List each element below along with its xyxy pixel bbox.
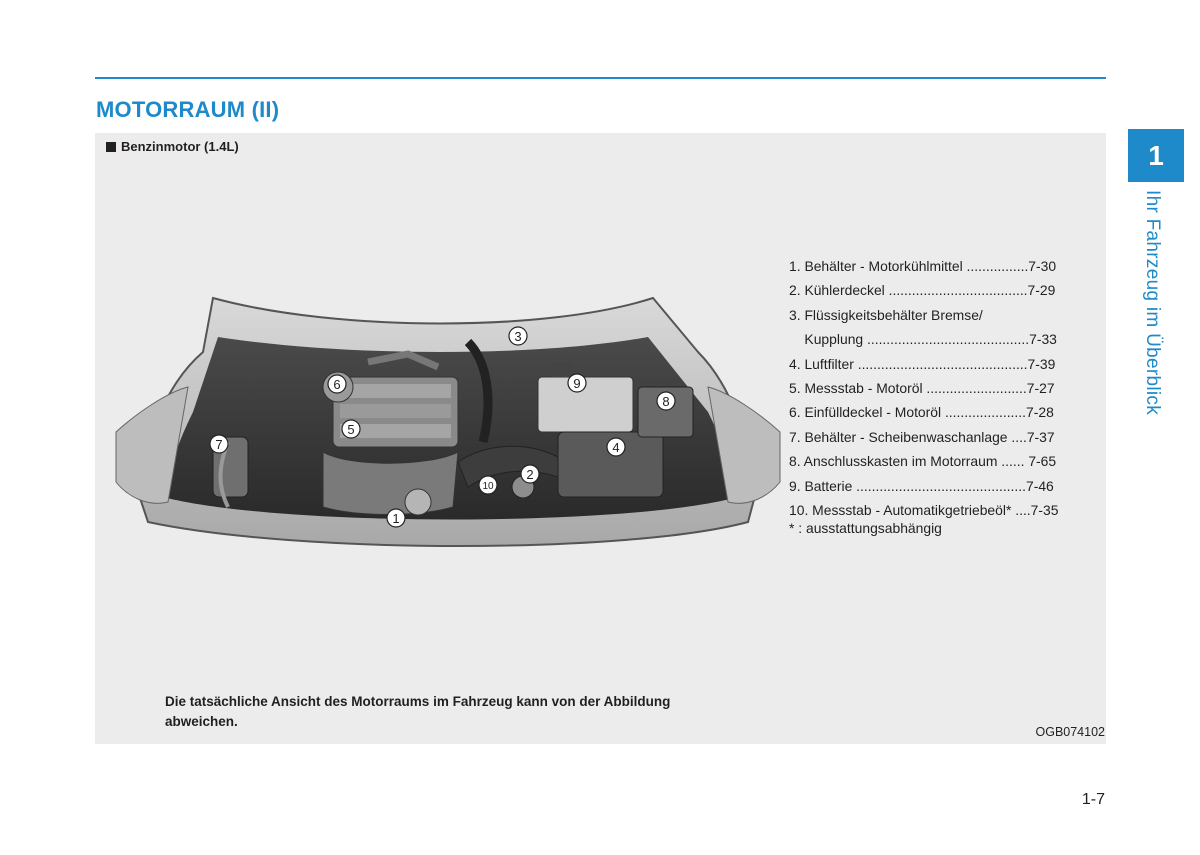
chapter-title: Ihr Fahrzeug im Überblick xyxy=(1142,190,1163,416)
legend-item: 3. Flüssigkeitsbehälter Bremse/ xyxy=(789,306,983,323)
page-number: 1-7 xyxy=(1081,791,1105,808)
legend-item: 4. Luftfilter ............................................7-39 xyxy=(789,355,1056,372)
callout-9-label: 9 xyxy=(573,376,581,391)
callout-4-label: 4 xyxy=(612,440,620,455)
legend-item: 6. Einfülldeckel - Motoröl .....................7-28 xyxy=(789,404,1054,421)
callout-6-label: 6 xyxy=(333,377,341,392)
legend-item: 9. Batterie ............................................7-46 xyxy=(789,477,1054,494)
callout-3-label: 3 xyxy=(514,329,522,344)
top-rule xyxy=(95,77,1106,79)
figure-disclaimer: Die tatsächliche Ansicht des Motorraums im Fahrzeug kann von der Abbildung abweichen. xyxy=(165,694,671,729)
callout-1-label: 1 xyxy=(392,511,400,526)
page-title: MOTORRAUM (II) xyxy=(96,97,280,122)
subheading-text: Benzinmotor (1.4L) xyxy=(121,139,239,154)
figure-code: OGB074102 xyxy=(1035,725,1105,739)
chapter-number: 1 xyxy=(1128,129,1184,182)
engine-bay-illustration xyxy=(108,292,788,572)
legend-item: 5. Messstab - Motoröl ..........................7-27 xyxy=(789,380,1055,397)
legend-item: Kupplung ..........................................7-33 xyxy=(789,331,1057,348)
callout-7-label: 7 xyxy=(215,437,223,452)
legend-footnote: * : ausstattungsabhängig xyxy=(789,520,942,536)
legend-item: 8. Anschlusskasten im Motorraum ...... 7-65 xyxy=(789,453,1057,470)
legend-item: 7. Behälter - Scheibenwaschanlage ....7-37 xyxy=(789,428,1055,445)
figure-subheading xyxy=(106,139,239,154)
callout-8-label: 8 xyxy=(662,394,670,409)
callout-10-label: 10 xyxy=(482,481,494,492)
component-legend xyxy=(789,254,1099,522)
legend-item: 2. Kühlerdeckel ....................................7-29 xyxy=(789,282,1056,299)
callout-5-label: 5 xyxy=(347,422,355,437)
square-bullet-icon xyxy=(106,142,116,152)
legend-item: 1. Behälter - Motorkühlmittel ................7-30 xyxy=(789,258,1057,274)
legend-item: 10. Messstab - Automatikgetriebeöl* ....7-35 xyxy=(789,502,1059,519)
callout-2-label: 2 xyxy=(526,467,534,482)
